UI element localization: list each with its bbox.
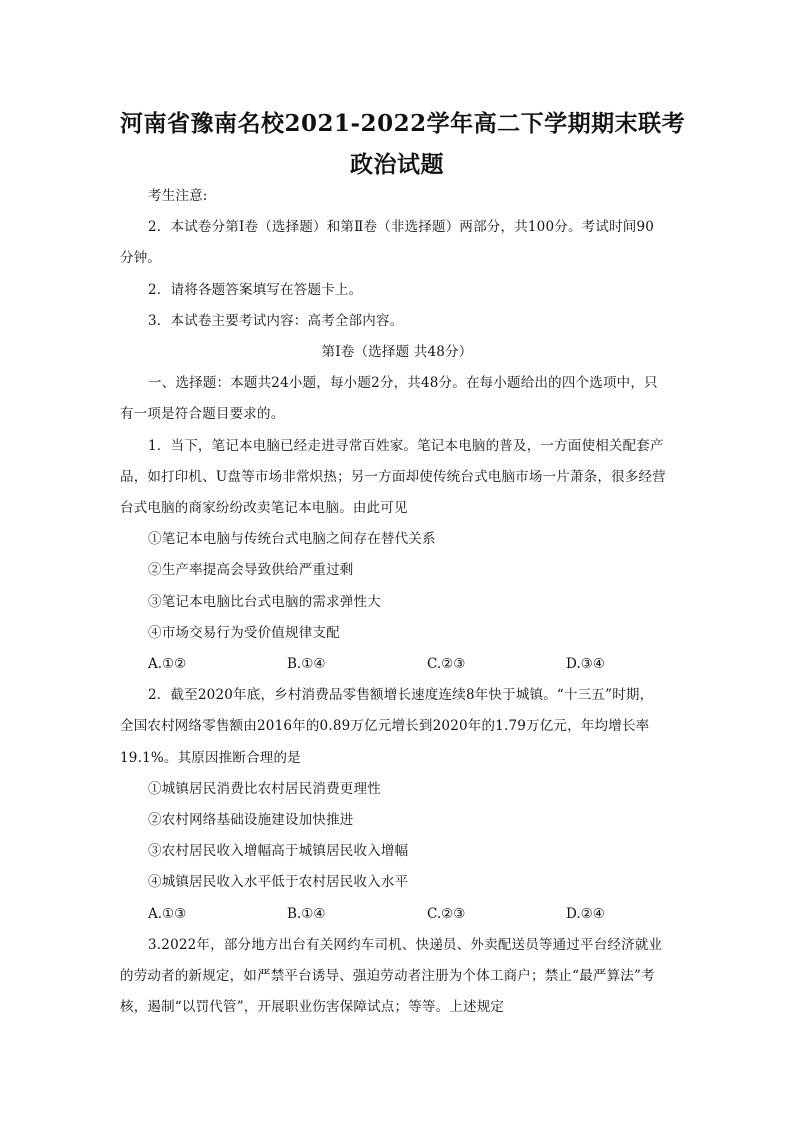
q2-statement-1: ①城镇居民消费比农村居民消费更理性 bbox=[148, 781, 381, 797]
q1-stem: 1．当下，笔记本电脑已经走进寻常百姓家。笔记本电脑的普及，一方面使相关配套产 bbox=[148, 438, 664, 454]
q2-option-d: D.②④ bbox=[566, 906, 605, 922]
q2-statement-4: ④城镇居民收入水平低于农村居民收入水平 bbox=[148, 874, 409, 890]
section-intro-cont: 有一项是符合题目要求的。 bbox=[120, 406, 285, 422]
q2-stem-cont-2: 19.1%。其原因推断合理的是 bbox=[120, 750, 301, 766]
q1-option-d: D.③④ bbox=[566, 656, 605, 672]
section-header: 第Ⅰ卷（选择题 共48分） bbox=[321, 344, 473, 360]
q1-statement-3: ③笔记本电脑比台式电脑的需求弹性大 bbox=[148, 594, 381, 610]
exam-title: 河南省豫南名校2021-2022学年高二下学期期末联考 bbox=[120, 110, 686, 137]
q2-option-a: A.①③ bbox=[148, 906, 187, 922]
notice-item-1: 2．本试卷分第Ⅰ卷（选择题）和第Ⅱ卷（非选择题）两部分，共100分。考试时间90 bbox=[148, 219, 655, 235]
q1-statement-4: ④市场交易行为受价值规律支配 bbox=[148, 625, 340, 641]
q1-option-b: B.①④ bbox=[287, 656, 326, 672]
notice-item-2: 2．请将各题答案填写在答题卡上。 bbox=[148, 282, 363, 298]
notice-item-3: 3．本试卷主要考试内容：高考全部内容。 bbox=[148, 313, 404, 329]
q1-stem-cont-1: 品，如打印机、U盘等市场非常炽热；另一方面却使传统台式电脑市场一片萧条，很多经营 bbox=[120, 469, 666, 485]
q2-statement-2: ②农村网络基础设施建设加快推进 bbox=[148, 812, 354, 828]
q2-statement-3: ③农村居民收入增幅高于城镇居民收入增幅 bbox=[148, 843, 409, 859]
q1-option-c: C.②③ bbox=[427, 656, 466, 672]
q2-option-b: B.①④ bbox=[287, 906, 326, 922]
section-intro: 一、选择题：本题共24小题，每小题2分，共48分。在每小题给出的四个选项中，只 bbox=[148, 375, 658, 391]
q2-stem: 2．截至2020年底，乡村消费品零售额增长速度连续8年快于城镇。“十三五”时期， bbox=[148, 687, 654, 703]
q2-stem-cont-1: 全国农村网络零售额由2016年的0.89万亿元增长到2020年的1.79万亿元，年均增长率 bbox=[120, 718, 650, 734]
q2-option-c: C.②③ bbox=[427, 906, 466, 922]
notice-item-1-cont: 分钟。 bbox=[120, 250, 162, 266]
q3-stem-cont-1: 的劳动者的新规定，如严禁平台诱导、强迫劳动者注册为个体工商户；禁止“最严算法”考 bbox=[120, 968, 655, 984]
notice-heading: 考生注意: bbox=[148, 188, 208, 204]
exam-subtitle: 政治试题 bbox=[350, 151, 444, 178]
q1-option-a: A.①② bbox=[148, 656, 187, 672]
q3-stem: 3.2022年，部分地方出台有关网约车司机、快递员、外卖配送员等通过平台经济就业 bbox=[148, 937, 663, 953]
q1-stem-cont-2: 台式电脑的商家纷纷改卖笔记本电脑。由此可见 bbox=[120, 500, 408, 516]
q1-statement-1: ①笔记本电脑与传统台式电脑之间存在替代关系 bbox=[148, 531, 436, 547]
q1-statement-2: ②生产率提高会导致供给严重过剩 bbox=[148, 562, 354, 578]
q3-stem-cont-2: 核，遏制“以罚代管”，开展职业伤害保障试点；等等。上述规定 bbox=[120, 999, 505, 1015]
